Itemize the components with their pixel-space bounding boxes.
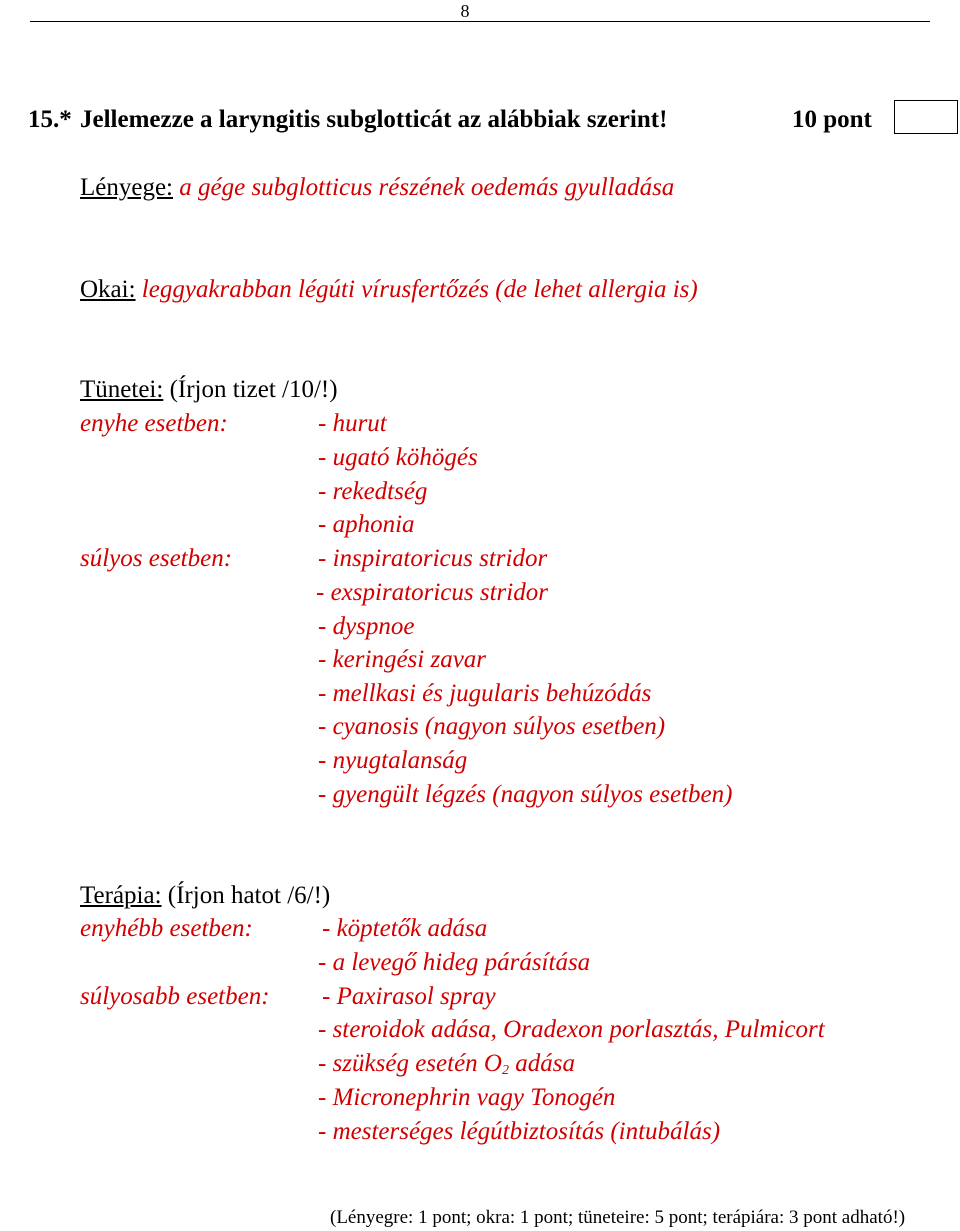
o2-prefix: - szükség esetén O	[318, 1050, 502, 1077]
lenyege-label: Lényege:	[80, 174, 174, 201]
symptom-item: - hurut	[318, 410, 387, 437]
terapia-instruction: (Írjon hatot /6/!)	[167, 882, 331, 909]
therapy-item: - mesterséges légútbiztosítás (intubálás)	[318, 1118, 721, 1145]
lenyege-line	[80, 172, 674, 204]
symptom-item: - cyanosis (nagyon súlyos esetben)	[318, 713, 666, 740]
tunetei-mild-label: enyhe esetben:	[80, 410, 228, 437]
therapy-item: - köptetők adása	[322, 915, 488, 942]
terapia-line	[80, 880, 330, 912]
o2-subscript: 2	[501, 1063, 509, 1078]
symptom-item: - ugató köhögés	[318, 444, 478, 471]
question-number: 15.*	[28, 106, 72, 133]
terapia-label: Terápia:	[80, 882, 162, 909]
tunetei-label: Tünetei:	[80, 376, 164, 403]
therapy-item: - steroidok adása, Oradexon porlasztás, Pulmicort	[318, 1016, 825, 1043]
okai-answer: leggyakrabban légúti vírusfertőzés (de lehet allergia is)	[141, 276, 698, 303]
symptom-item: - gyengült légzés (nagyon súlyos esetben)	[318, 781, 733, 808]
question-heading	[28, 104, 872, 136]
page-number: 8	[460, 1, 470, 21]
symptom-item: - rekedtség	[318, 478, 428, 505]
okai-label: Okai:	[80, 276, 136, 303]
question-points: 10 pont	[792, 106, 872, 133]
therapy-item: - Paxirasol spray	[322, 983, 496, 1010]
symptom-item: - mellkasi és jugularis behúzódás	[318, 680, 652, 707]
okai-line	[80, 274, 698, 306]
symptom-item: - nyugtalanság	[318, 747, 468, 774]
o2-suffix: adása	[508, 1050, 575, 1077]
symptom-item: - inspiratoricus stridor	[318, 545, 548, 572]
symptom-item: - keringési zavar	[318, 646, 487, 673]
tunetei-line	[80, 374, 338, 406]
terapia-severe-label: súlyosabb esetben:	[80, 983, 270, 1010]
tunetei-severe-label: súlyos esetben:	[80, 545, 233, 572]
therapy-item: - Micronephrin vagy Tonogén	[318, 1084, 616, 1111]
terapia-mild-label: enyhébb esetben:	[80, 915, 253, 942]
symptom-item: - exspiratoricus stridor	[316, 579, 548, 606]
symptom-item: - dyspnoe	[318, 613, 415, 640]
question-text: Jellemezze a laryngitis subglotticát az alábbiak szerint!	[80, 106, 668, 133]
score-box[interactable]	[894, 100, 958, 134]
scoring-note: (Lényegre: 1 pont; okra: 1 pont; tüneteire: 5 pont; terápiára: 3 pont adható!)	[330, 1207, 906, 1228]
tunetei-instruction: (Írjon tizet /10/!)	[169, 376, 338, 403]
symptom-item: - aphonia	[318, 511, 415, 538]
therapy-item: - a levegő hideg párásítása	[318, 949, 591, 976]
lenyege-answer: a gége subglotticus részének oedemás gyulladása	[179, 174, 675, 201]
header-rule	[30, 21, 930, 22]
